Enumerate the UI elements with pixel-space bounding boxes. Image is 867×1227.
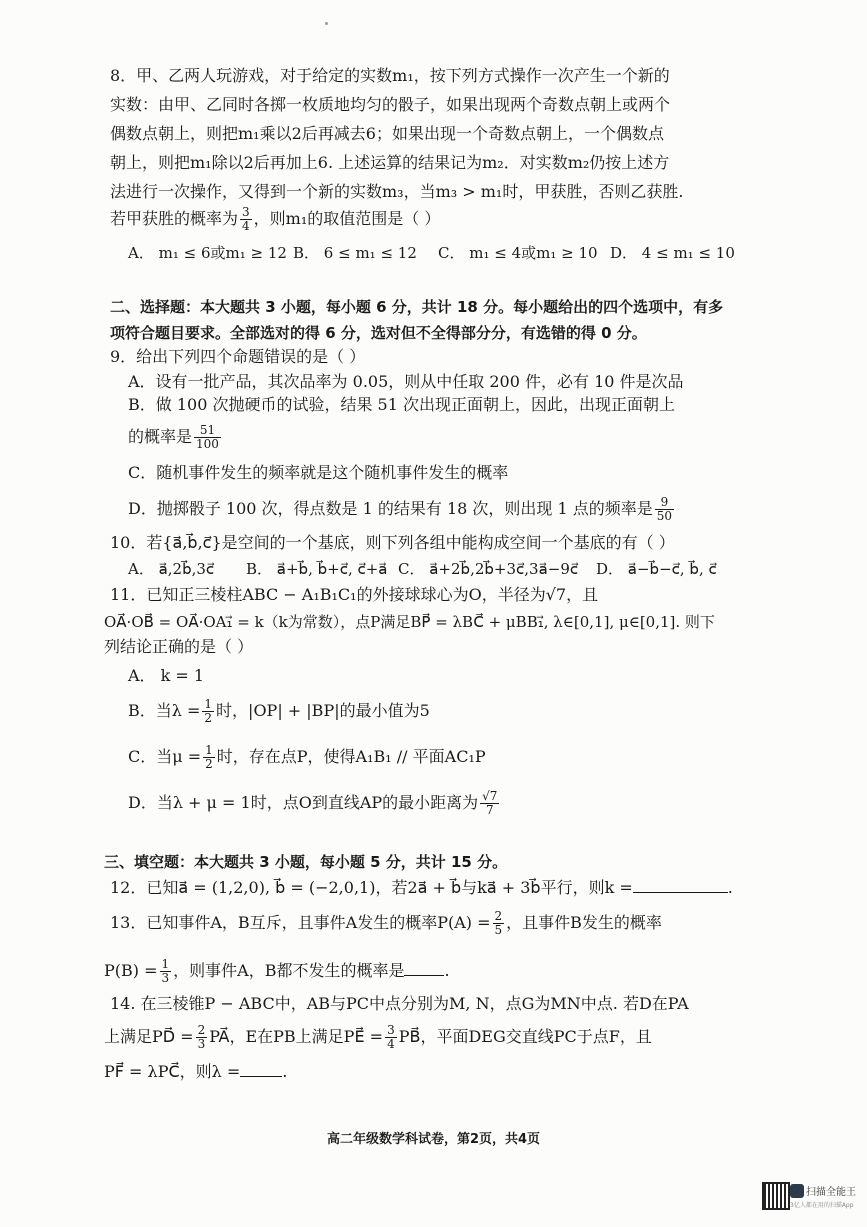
fraction: $\frac{2}{5}$: [494, 909, 503, 937]
q10-option-d: D． a⃗−b⃗−c⃗, b⃗, c⃗: [596, 560, 717, 578]
q11-option-d: D．当λ + μ = 1时，点O到直线AP的最小距离为 $\frac{√7}{7}$: [128, 789, 498, 817]
q11-option-b: B．当λ = $\frac{1}{2}$ 时，|OP| + |BP|的最小值为5: [128, 697, 430, 725]
q13-line-2: P(B) = $\frac{1}{3}$ ，则事件A，B都不发生的概率是 .: [104, 957, 450, 985]
q13-line-1: 13．已知事件A，B互斥，且事件A发生的概率P(A) = $\frac{2}{5}$ ，且事件B发生的概率: [110, 909, 662, 937]
answer-blank[interactable]: [404, 959, 444, 976]
scanner-tagline: 3亿人都在用的扫描App: [790, 1202, 854, 1209]
q10-stem: 10．若{a⃗,b⃗,c⃗}是空间的一个基底，则下列各组中能构成空间一个基底的有（ ）: [110, 533, 675, 552]
q11-option-a: A． k = 1: [128, 666, 205, 685]
fraction: $\frac{51}{100}$: [196, 423, 219, 451]
q8-option-d: D． 4 ≤ m₁ ≤ 10: [610, 244, 735, 262]
q9-option-c: C．随机事件发生的频率就是这个随机事件发生的概率: [128, 463, 509, 482]
q9-option-b-cont: 的概率是 $\frac{51}{100}$: [128, 423, 219, 451]
answer-blank[interactable]: [633, 876, 728, 893]
q8-option-a: A． m₁ ≤ 6或m₁ ≥ 12: [128, 244, 287, 262]
scanner-logo-icon: [790, 1184, 804, 1198]
q10-option-a: A． a⃗,2b⃗,3c⃗: [128, 560, 215, 578]
q9-option-b: B．做 100 次抛硬币的试验，结果 51 次出现正面朝上，因此，出现正面朝上: [128, 395, 676, 414]
fraction: $\frac{3}{4}$: [387, 1023, 395, 1051]
q11-line-2: OA⃗·OB⃗ = OA⃗·OA₁⃗ = k（k为常数），点P满足BP⃗ = λBC⃗ + μBB₁⃗, λ∈[0,1], μ∈[0,1]. 则下: [104, 613, 715, 631]
q9-stem: 9．给出下列四个命题错误的是（ ）: [110, 347, 366, 366]
section-2-heading-cont: 项符合题目要求。全部选对的得 6 分，选对但不全得部分分，有选错的得 0 分。: [110, 324, 647, 342]
fraction: $\frac{1}{3}$: [161, 957, 170, 985]
q12-line: 12．已知a⃗ = (1,2,0), b⃗ = (−2,0,1)，若2a⃗ + b⃗与ka⃗ + 3b⃗平行，则k = .: [110, 878, 733, 897]
fraction: $\frac{√7}{7}$: [482, 789, 498, 817]
q11-line-1: 11．已知正三棱柱ABC − A₁B₁C₁的外接球球心为O，半径为√7，且: [110, 585, 599, 604]
q10-option-c: C． a⃗+2b⃗,2b⃗+3c⃗,3a⃗−9c⃗: [398, 560, 579, 578]
scan-dot: [325, 22, 328, 25]
q14-line-1: 14. 在三棱锥P − ABC中，AB与PC中点分别为M, N，点G为MN中点. 若D在PA: [110, 994, 689, 1013]
section-2-heading: 二、选择题：本大题共 3 小题，每小题 6 分，共计 18 分。每小题给出的四个选项中，有多: [110, 298, 724, 316]
q8-line-3: 偶数点朝上，则把m₁乘以2后再减去6；如果出现一个奇数点朝上，一个偶数点: [110, 124, 664, 143]
section-3-heading: 三、填空题：本大题共 3 小题，每小题 5 分，共计 15 分。: [104, 853, 508, 871]
q10-option-b: B． a⃗+b⃗, b⃗+c⃗, c⃗+a⃗: [246, 560, 388, 578]
q14-line-3: PF⃗ = λPC⃗，则λ = .: [104, 1062, 288, 1081]
fraction: $\frac{2}{3}$: [197, 1023, 206, 1051]
qr-code-icon: [762, 1182, 790, 1210]
page-footer: 高二年级数学科试卷，第2页，共4页: [326, 1132, 541, 1147]
q8-line-2: 实数：由甲、乙同时各掷一枚质地均匀的骰子，如果出现两个奇数点朝上或两个: [110, 95, 671, 114]
q11-line-3: 列结论正确的是（ ）: [104, 637, 254, 656]
q9-option-a: A．设有一批产品，其次品率为 0.05，则从中任取 200 件，必有 10 件是次品: [128, 372, 684, 391]
scanner-brand: 扫描全能王: [806, 1187, 856, 1198]
q8-option-c: C． m₁ ≤ 4或m₁ ≥ 10: [438, 244, 598, 262]
q11-option-c: C．当μ = $\frac{1}{2}$ 时，存在点P，使得A₁B₁ // 平面AC₁P: [128, 743, 486, 771]
q9-option-d: D．抛掷骰子 100 次，得点数是 1 的结果有 18 次，则出现 1 点的频率是 $\frac{9}{50}$: [128, 495, 673, 523]
fraction: $\frac{1}{2}$: [204, 697, 213, 725]
q8-line-6: 若甲获胜的概率为 $\frac{3}{4}$ ，则m₁的取值范围是（ ）: [110, 205, 441, 233]
answer-blank[interactable]: [240, 1060, 282, 1077]
q8-option-b: B． 6 ≤ m₁ ≤ 12: [293, 244, 417, 262]
fraction: $\frac{1}{2}$: [205, 743, 213, 771]
q8-line-5: 法进行一次操作，又得到一个新的实数m₃，当m₃ > m₁时，甲获胜，否则乙获胜.: [110, 182, 684, 201]
fraction: $\frac{3}{4}$: [242, 205, 250, 233]
q8-line-4: 朝上，则把m₁除以2后再加上6. 上述运算的结果记为m₂．对实数m₂仍按上述方: [110, 153, 670, 172]
q8-line-1: 8．甲、乙两人玩游戏，对于给定的实数m₁，按下列方式操作一次产生一个新的: [110, 66, 670, 85]
q14-line-2: 上满足PD⃗ = $\frac{2}{3}$ PA⃗，E在PB上满足PE⃗ = $\frac{3}{4}$ PB⃗，平面DEG交直线PC于点F，且: [104, 1023, 652, 1051]
fraction: $\frac{9}{50}$: [656, 495, 673, 523]
